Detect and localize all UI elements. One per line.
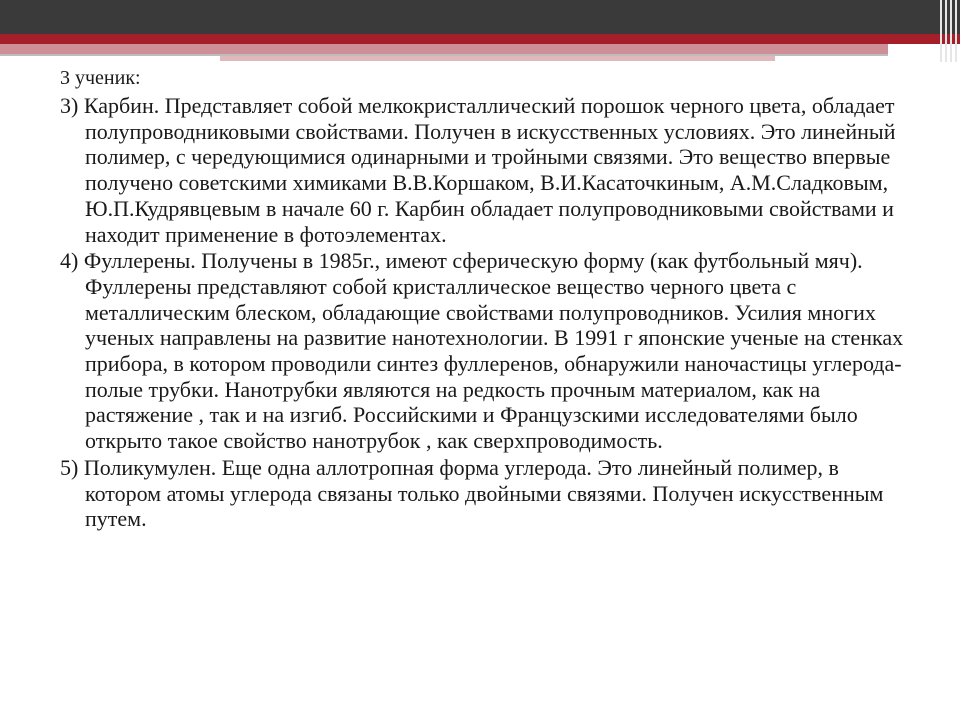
header-corner-decoration (932, 0, 960, 62)
list-item-polycumulene: 5) Поликумулен. Еще одна аллотропная форма углерода. Это линейный полимер, в котором атомы углерода связаны только двойными связями. Получен искусственным путем. (60, 454, 884, 532)
header-pink-accent (220, 56, 775, 61)
slide-heading: 3 ученик: (60, 67, 141, 89)
header-red-band (0, 34, 960, 44)
list-item-carbyne: 3) Карбин. Представляет собой мелкокристаллический порошок черного цвета, обладает полупроводниковыми свойствами. Получен в искусственных условиях. Это линейный полимер, с чередующимися одинарными и тройными связями. Это вещество впервые получено советскими химиками В.В.Коршаком, В.И.Касаточкиным, А.М.Сладковым, Ю.П.Кудрявцевым в начале 60 г. Карбин обладает полупроводниковыми свойствами и находит применение в фотоэлементах. (60, 93, 896, 247)
list-item-fullerenes: 4) Фуллерены. Получены в 1985г., имеют сферическую форму (как футбольный мяч). Фуллерены представляют собой кристаллическое вещество черного цвета с металлическим блеском, обладающие свойствами полупроводников. Усилия многих ученых направлены на развитие нанотехнологии. В 1991 г японские ученые на стенках прибора, в котором проводили синтез фуллеренов, обнаружили наночастицы углерода- полые трубки. Нанотрубки являются на редкость прочным материалом, как на растяжение , так и на изгиб. Российскими и Французскими исследователями было открыто такое свойство нанотрубок , как сверхпроводимость. (60, 248, 904, 454)
header-dark-bar (0, 0, 960, 34)
slide-body (60, 66, 910, 533)
header-pink-strip (0, 44, 888, 54)
